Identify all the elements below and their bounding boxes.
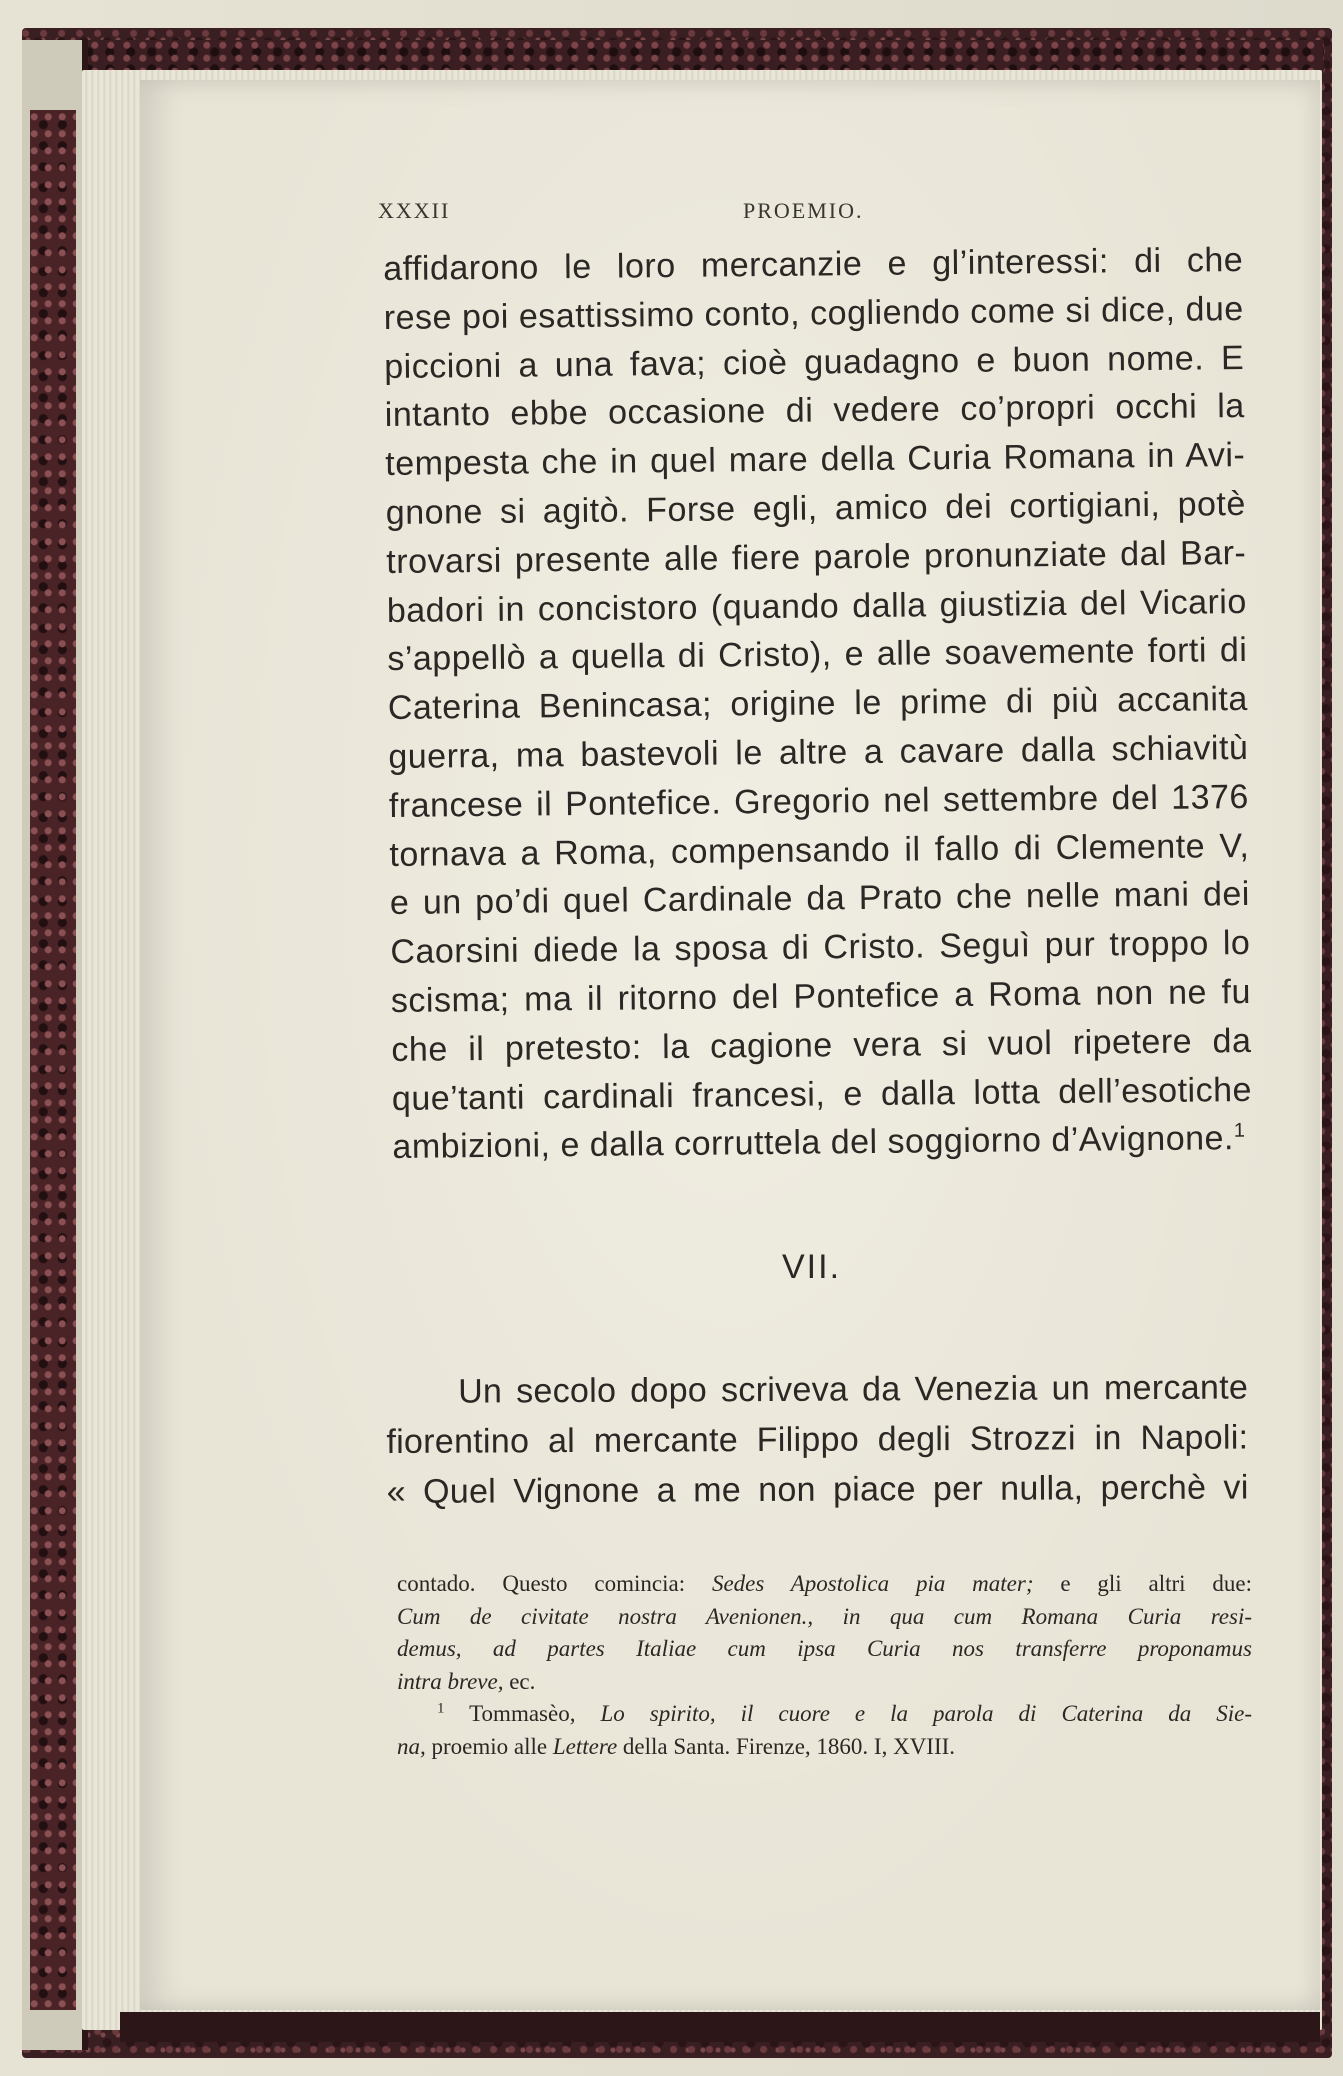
text-line: s’appellò a quella di Cristo), e alle soavemente forti di	[387, 631, 1248, 679]
footnote-line	[397, 1633, 1252, 1666]
section-title: PROEMIO.	[743, 198, 864, 223]
footnote-text: ec.	[509, 1668, 536, 1694]
footnote-text: Tommasèo,	[469, 1701, 576, 1726]
footnote-line	[397, 1601, 1252, 1634]
footnote-italic: intra breve,	[397, 1668, 504, 1694]
text-line: francese il Pontefice. Gregorio nel settembre del 1376	[388, 777, 1250, 825]
page-number: XXXII	[378, 198, 451, 223]
text-line: Un secolo dopo scriveva da Venezia un mercante	[458, 1368, 1249, 1411]
text-line: tornava a Roma, compensando il fallo di Clemente V,	[389, 826, 1250, 874]
footnote-text: contado. Questo comincia:	[397, 1571, 686, 1596]
chapter-heading: VII.	[782, 1248, 842, 1286]
text-line: « Quel Vignone a me non piace per nulla, perchè vi	[386, 1468, 1249, 1511]
text-line: trovarsi presente alle fiere parole pronunziate dal Bar-	[386, 533, 1247, 581]
text-line: badori in concistoro (quando dalla giustizia del Vicario	[386, 582, 1247, 630]
footnote-italic: na,	[397, 1733, 426, 1759]
footnote-italic: Cum de civitate nostra Avenionen., in qua cum Romana Curia resi-	[397, 1603, 1252, 1629]
footnote-italic: Lettere	[552, 1733, 618, 1759]
footnote-line	[397, 1568, 1252, 1601]
text-line: Caorsini diede la sposa di Cristo. Seguì pur troppo lo	[390, 924, 1251, 972]
footnote-marker: 1	[437, 1700, 445, 1717]
text-line: affidarono le loro mercanzie e gl’interessi: di che	[383, 240, 1244, 288]
footnote-line	[397, 1698, 1252, 1731]
text-line: ambizioni, e dalla corruttela del soggiorno d’Avignone.	[392, 1119, 1235, 1167]
text-line: intanto ebbe occasione di vedere co’propri occhi la	[384, 387, 1245, 435]
text-line: che il pretesto: la cagione vera si vuol ripetere da	[391, 1021, 1252, 1069]
body-paragraph	[383, 236, 1253, 1172]
marbled-spine	[30, 110, 76, 2010]
text-line-last	[392, 1114, 1252, 1172]
footnote-italic: Lo spirito, il cuore e la parola di Caterina da Sie-	[600, 1701, 1253, 1726]
footnote-reference: 1	[1233, 1120, 1246, 1143]
text-line: piccioni a una fava; cioè guadagno e buon nome. E	[384, 338, 1245, 386]
text-line: scisma; ma il ritorno del Pontefice a Roma non ne fu	[390, 972, 1252, 1020]
footnotes	[397, 1568, 1252, 1763]
text-line: que’tanti cardinali francesi, e dalla lotta dell’esotiche	[391, 1070, 1253, 1118]
footnote-italic: demus, ad partes Italiae cum ipsa Curia nos transferre proponamus	[397, 1636, 1252, 1661]
footnote-italic: Sedes Apostolica pia mater;	[711, 1571, 1034, 1596]
text-line: tempesta che in quel mare della Curia Romana in Avi-	[385, 436, 1246, 484]
text-line: fiorentino al mercante Filippo degli Strozzi in Napoli:	[386, 1418, 1249, 1461]
cover-bottom-edge	[120, 2012, 1320, 2042]
chapter-paragraph	[386, 1362, 1249, 1517]
footnote-line	[397, 1731, 1252, 1764]
text-line: rese poi esattissimo conto, cogliendo come si dice, due	[383, 289, 1244, 337]
text-line: e un po’di quel Cardinale da Prato che nelle mani dei	[389, 875, 1251, 923]
footnote-line	[397, 1666, 1252, 1699]
text-line: Caterina Benincasa; origine le prime di più accanita	[387, 680, 1249, 728]
text-line: gnone si agitò. Forse egli, amico dei cortigiani, potè	[385, 484, 1246, 532]
footnote-text: proemio alle	[431, 1733, 548, 1759]
footnote-text: e gli altri due:	[1060, 1571, 1252, 1596]
footnote-text: della Santa. Firenze, 1860. I, XVIII.	[622, 1733, 956, 1759]
text-line: guerra, ma bastevoli le altre a cavare dalla schiavitù	[388, 728, 1249, 776]
